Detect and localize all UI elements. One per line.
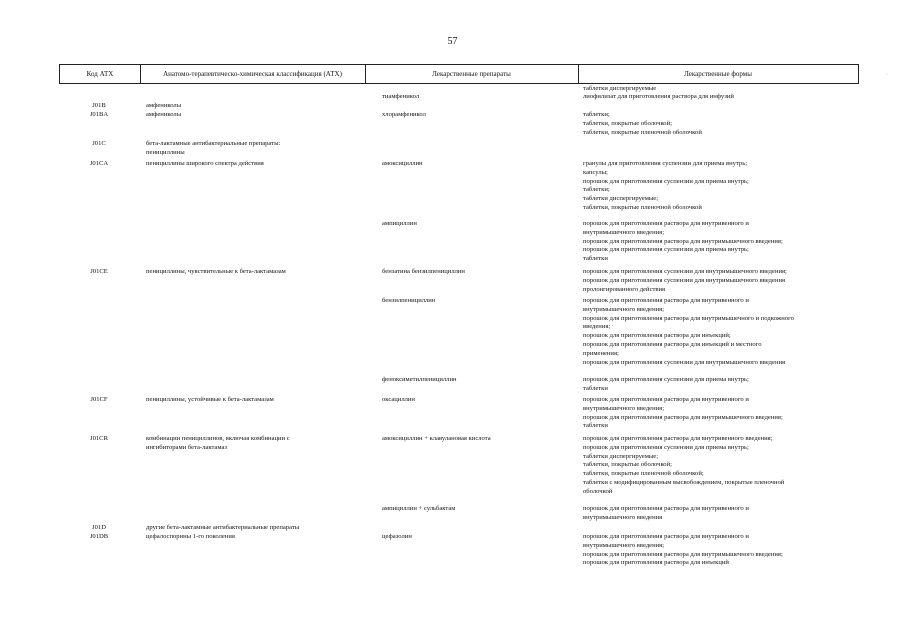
- table-row-12-form: порошок для приготовления раствора для внутривенного и внутримышечного введения: [583, 505, 749, 521]
- table-row-7-code: J01CE: [90, 268, 108, 275]
- table-row-6-form: порошок для приготовления раствора для внутривенного и внутримышечного введения; порошок для приготовления раствора для внутримышечного введения; порошок для приготовления суспензии для приема внутрь; таблетки: [583, 220, 783, 263]
- table-row-6-drug: ампициллин: [382, 220, 417, 227]
- table-header: [59, 64, 859, 84]
- table-row-7-form: порошок для приготовления суспензии для внутримышечного введения; порошок для приготовления суспензии для внутримышечного введения пролонгированного действия: [583, 268, 787, 293]
- table-row-11-class: комбинации пенициллинов, включая комбинации с ингибиторами бета-лактамаз: [146, 435, 290, 451]
- table-row-10-drug: оксациллин: [382, 396, 415, 403]
- table-row-4-class: бета-лактамные антибактериальные препараты: пенициллины: [146, 140, 281, 156]
- table-row-14-class: цефалоспорины 1-го поколения: [146, 533, 235, 540]
- margin-mark: ·: [886, 72, 888, 78]
- table-row-0-form: таблетки диспергируемые: [583, 85, 657, 92]
- table-row-8-drug: бензилпенициллин: [382, 297, 436, 304]
- table-row-10-class: пенициллины, устойчивые к бета-лактамазам: [146, 396, 274, 403]
- table-row-12-drug: ампициллин + сульбактам: [382, 505, 456, 512]
- table-row-3-code: J01BA: [89, 111, 109, 118]
- table-row-9-form: порошок для приготовления суспензии для приема внутрь; таблетки: [583, 376, 749, 392]
- table-row-10-form: порошок для приготовления раствора для внутривенного и внутримышечного введения; порошок для приготовления раствора для внутримышечного введения; таблетки: [583, 396, 783, 430]
- table-row-1-drug: тиамфеникол: [382, 93, 420, 100]
- table-row-1-form: лиофилизат для приготовления раствора для инфузий: [583, 93, 734, 100]
- table-row-11-code: J01CR: [90, 435, 108, 442]
- header-classification: Анатомо-терапевтическо-химическая классификация (АТХ): [140, 65, 366, 83]
- table-row-7-drug: бензатина бензилпенициллин: [382, 268, 465, 275]
- table-row-9-drug: феноксиметилпенициллин: [382, 376, 457, 383]
- table-row-5-drug: амоксициллин: [382, 160, 423, 167]
- table-row-13-code: J01D: [92, 524, 106, 531]
- header-drugs: Лекарственные препараты: [365, 65, 579, 83]
- table-row-14-code: J01DB: [89, 533, 109, 540]
- table-row-4-code: J01C: [92, 140, 106, 147]
- header-forms: Лекарственные формы: [684, 70, 752, 78]
- table-row-3-drug: хлорамфеникол: [382, 111, 426, 118]
- page-number: 57: [447, 36, 458, 47]
- header-code: Код АТХ: [60, 65, 141, 83]
- table-row-10-code: J01CF: [90, 396, 108, 403]
- table-row-11-drug: амоксициллин + клавулановая кислота: [382, 435, 491, 442]
- table-row-14-drug: цефазолин: [382, 533, 412, 540]
- table-row-5-form: гранулы для приготовления суспензии для приема внутрь; капсулы; порошок для приготовления суспензии для приема внутрь; таблетки; таблетки диспергируемые; таблетки, покрытые пленочной оболочкой: [583, 160, 749, 211]
- table-row-5-code: J01CA: [89, 160, 109, 167]
- table-row-2-class: амфениколы: [146, 102, 182, 109]
- table-row-14-form: порошок для приготовления раствора для внутривенного и внутримышечного введения; порошок для приготовления раствора для внутримышечного введения; порошок для приготовления раствора для инъекций: [583, 533, 783, 567]
- table-row-3-class: амфениколы: [146, 111, 182, 118]
- table-row-5-class: пенициллины широкого спектра действия: [146, 160, 264, 167]
- table-row-8-form: порошок для приготовления раствора для внутривенного и внутримышечного введения; порошок для приготовления раствора для внутримышечного и подкожного введения; порошок для приготовления раствора для инъекций; порошок для приготовления раствора для инъекций и местного применения; порошок для приготовления суспензии для внутримышечного введения: [583, 297, 794, 366]
- table-row-3-form: таблетки; таблетки, покрытые оболочкой; таблетки, покрытые пленочной оболочкой: [583, 111, 702, 136]
- table-row-7-class: пенициллины, чувствительные к бета-лактамазам: [146, 268, 286, 275]
- table-row-11-form: порошок для приготовления раствора для внутривенного введения; порошок для приготовления суспензии для приема внутрь; таблетки диспергируемые; таблетки, покрытые оболочкой; таблетки, покрытые пленочной оболочкой; таблетки с модифицированным высвобождением, покрытые пленочной оболочкой: [583, 435, 785, 495]
- table-row-13-class: другие бета-лактамные антибактериальные препараты: [146, 524, 300, 531]
- table-row-2-code: J01B: [92, 102, 106, 109]
